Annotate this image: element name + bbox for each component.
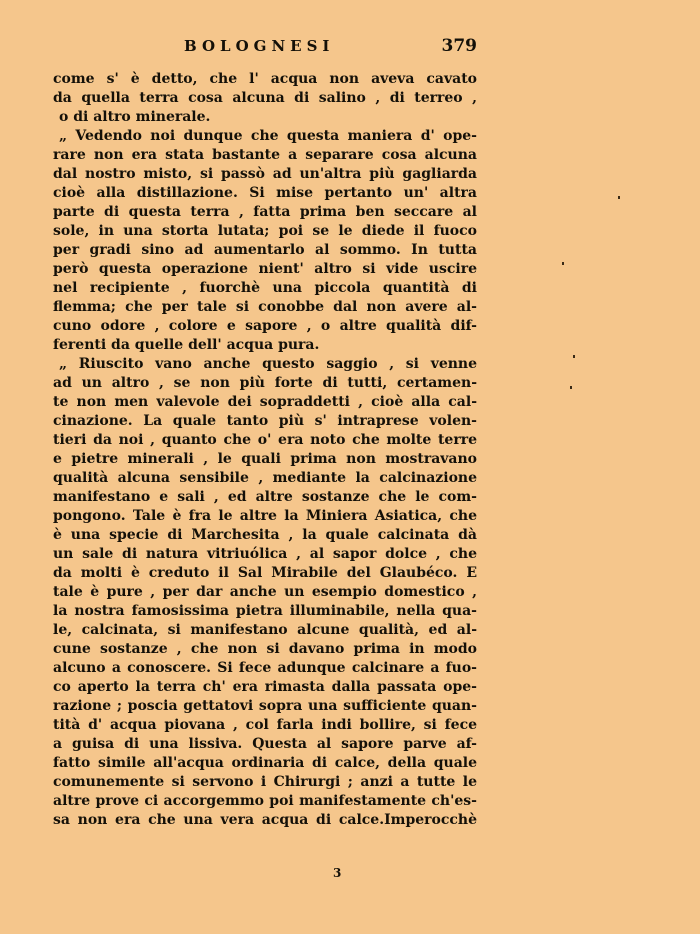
text-line: ferenti da quelle dell' acqua pura. xyxy=(53,337,320,353)
text-line: alcuno a conoscere. Si fece adunque calcinare a fuo- xyxy=(53,660,477,676)
signature-mark: 3 xyxy=(333,866,342,880)
text-line: le, calcinata, si manifestano alcune qualità, ed al- xyxy=(53,622,477,638)
text-line: flemma; che per tale si conobbe dal non avere al- xyxy=(53,299,477,315)
running-head-title: BOLOGNESI xyxy=(184,37,335,55)
text-line: tieri da noi , quanto che o' era noto che molte terre xyxy=(53,432,477,448)
text-line: te non men valevole dei sopraddetti , cioè alla cal- xyxy=(53,394,477,410)
text-line: co aperto la terra ch' era rimasta dalla passata ope- xyxy=(53,679,477,695)
scan-speck xyxy=(573,355,575,358)
text-line: o di altro minerale. xyxy=(59,109,211,125)
text-line: dal nostro misto, si passò ad un'altra più gagliarda xyxy=(53,166,477,182)
text-line: ad un altro , se non più forte di tutti, certamen- xyxy=(53,375,477,391)
text-line: sa non era che una vera acqua di calce.Imperocchè xyxy=(53,812,477,828)
text-line: cune sostanze , che non si davano prima in modo xyxy=(53,641,477,657)
text-line: un sale di natura vitriuólica , al sapor dolce , che xyxy=(53,546,477,562)
text-line: parte di questa terra , fatta prima ben seccare al xyxy=(53,204,477,220)
text-line: manifestano e sali , ed altre sostanze che le com- xyxy=(53,489,477,505)
text-line: cinazione. La quale tanto più s' intraprese volen- xyxy=(53,413,477,429)
text-line: sole, in una storta lutata; poi se le diede il fuoco xyxy=(53,223,477,239)
text-line: a guisa di una lissiva. Questa al sapore parve af- xyxy=(53,736,477,752)
text-line: comunemente si servono i Chirurgi ; anzi a tutte le xyxy=(53,774,477,790)
text-line: da quella terra cosa alcuna di salino , di terreo , xyxy=(53,90,477,106)
text-line: qualità alcuna sensibile , mediante la calcinazione xyxy=(53,470,477,486)
body-text xyxy=(53,70,477,830)
text-line: „ Riuscito vano anche questo saggio , si venne xyxy=(59,356,477,372)
text-line: rare non era stata bastante a separare cosa alcuna xyxy=(53,147,477,163)
text-line: per gradi sino ad aumentarlo al sommo. In tutta xyxy=(53,242,477,258)
text-line: cioè alla distillazione. Si mise pertanto un' altra xyxy=(53,185,477,201)
scan-speck xyxy=(570,386,572,389)
page-number: 379 xyxy=(441,36,477,56)
text-line: razione ; poscia gettatovi sopra una sufficiente quan- xyxy=(53,698,477,714)
text-line: però questa operazione nient' altro si vide uscire xyxy=(53,261,477,277)
scan-speck xyxy=(618,196,620,199)
text-line: come s' è detto, che l' acqua non aveva cavato xyxy=(53,71,477,87)
running-head xyxy=(52,35,477,57)
text-line: pongono. Tale è fra le altre la Miniera Asiatica, che xyxy=(53,508,477,524)
text-line: nel recipiente , fuorchè una piccola quantità di xyxy=(53,280,477,296)
text-line: cuno odore , colore e sapore , o altre qualità dif- xyxy=(53,318,477,334)
text-line: la nostra famosissima pietra illuminabile, nella qua- xyxy=(53,603,477,619)
text-line: „ Vedendo noi dunque che questa maniera d' ope- xyxy=(59,128,477,144)
scan-speck xyxy=(562,262,564,265)
text-line: e pietre minerali , le quali prima non mostravano xyxy=(53,451,477,467)
text-line: è una specie di Marchesita , la quale calcinata dà xyxy=(53,527,477,543)
text-line: tale è pure , per dar anche un esempio domestico , xyxy=(53,584,477,600)
text-line: altre prove ci accorgemmo poi manifestamente ch'es- xyxy=(53,793,477,809)
text-line: fatto simile all'acqua ordinaria di calce, della quale xyxy=(53,755,477,771)
text-line: tità d' acqua piovana , col farla indi bollire, si fece xyxy=(53,717,477,733)
text-line: da molti è creduto il Sal Mirabile del Glaubéco. E xyxy=(53,565,477,581)
